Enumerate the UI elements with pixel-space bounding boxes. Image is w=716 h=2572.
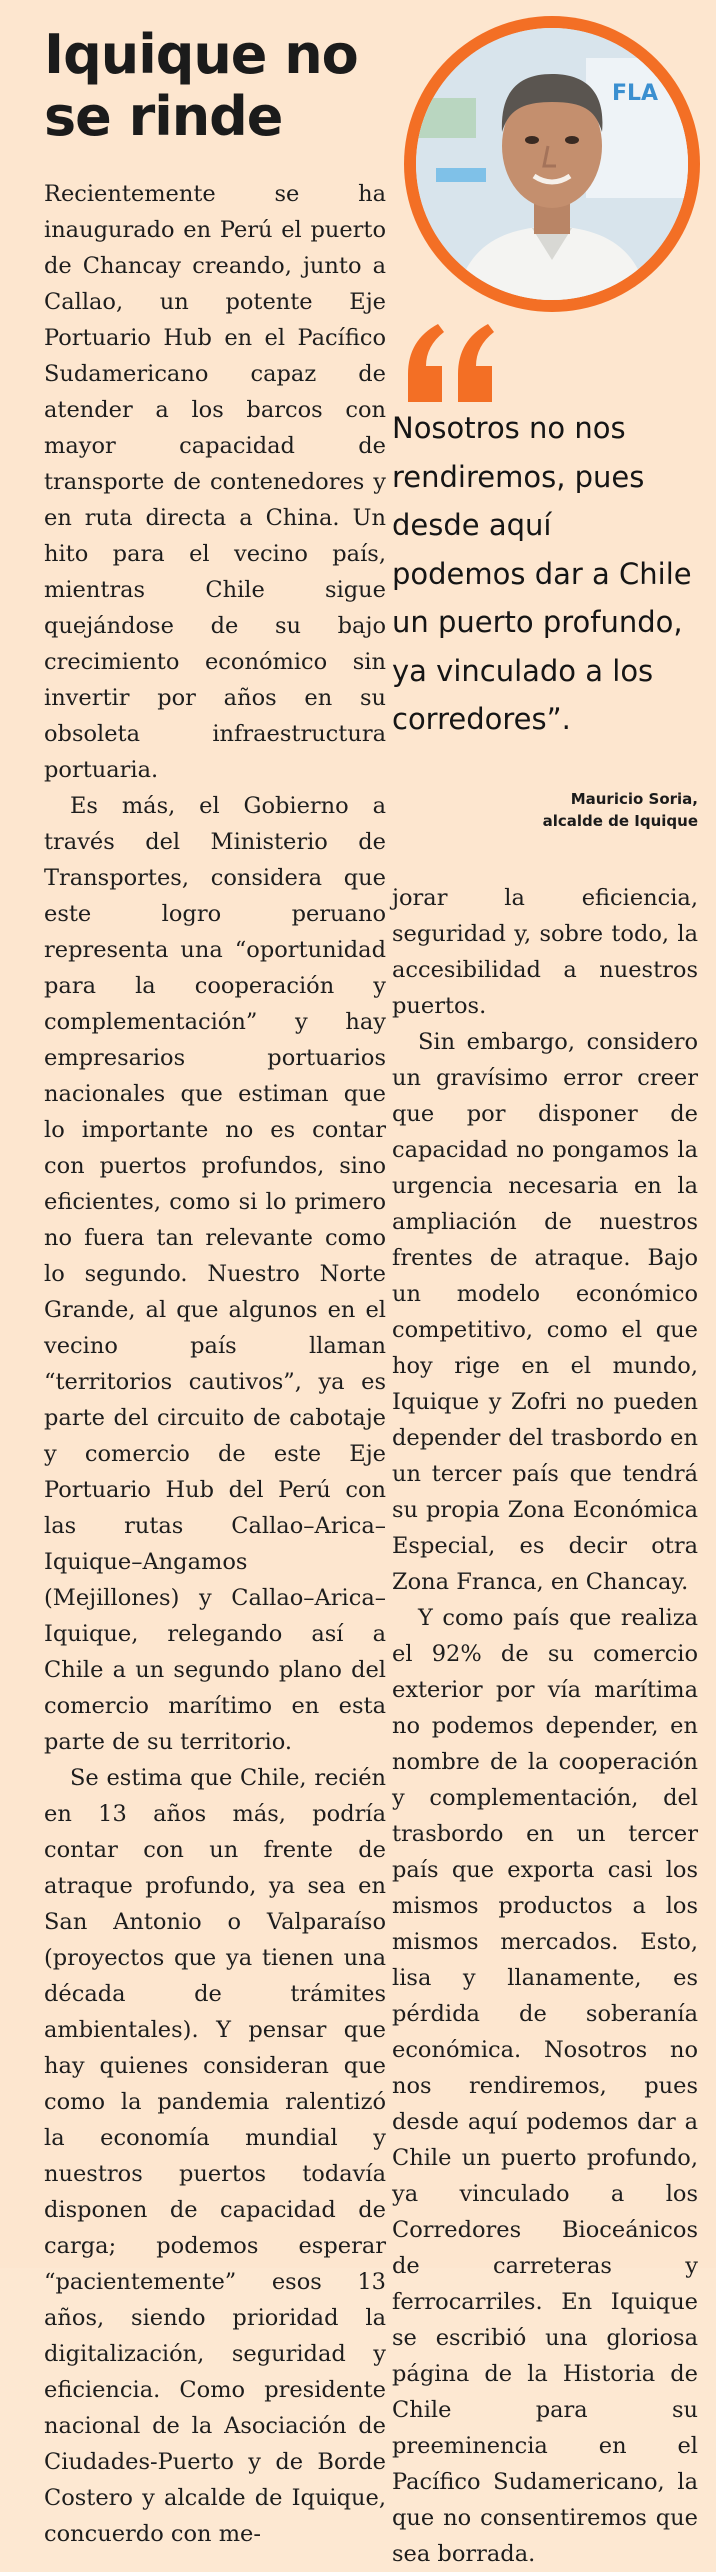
author-name: Mauricio Soria, [570,790,698,808]
paragraph: Se estima que Chile, recién en 13 años más, podría contar con un frente de atraque profundo, ya sea en San Antonio o Valparaíso (proyectos que ya tienen una década de trámites ambientales). Y pensar que hay quienes consideran que como la pandemia ralentizó la economía mundial y nuestros puertos todavía disponen de capacidad de carga; podemos esperar “pacientemente” esos 13 años, siendo prioridad la digitalización, seguridad y eficiencia. Como presidente nacional de la Asociación de Ciudades-Puerto y de Borde Costero y alcalde de Iquique, concuerdo con me- [44,1765,386,2547]
article-column-left [44,176,386,2552]
article-headline: Iquique no se rinde [44,23,358,148]
article-column-right [392,880,698,2572]
portrait-illustration [416,28,688,300]
svg-text:FLA: FLA [612,81,659,106]
paragraph: jorar la eficiencia, seguridad y, sobre todo, la accesibilidad a nuestros puertos. [392,885,698,1019]
pull-quote: Nosotros no nos rendiremos, pues desde aquí podemos dar a Chile un puerto profundo, ya vinculado a los corredores”. [392,411,692,736]
paragraph: Recientemente se ha inaugurado en Perú el puerto de Chancay creando, junto a Callao, un potente Eje Portuario Hub en el Pacífico Sudamericano capaz de atender a los barcos con mayor capacidad de transporte de contenedores y en ruta directa a China. Un hito para el vecino país, mientras Chile sigue quejándose de su bajo crecimiento económico sin invertir por años en su obsoleta infraestructura portuaria. [44,181,386,783]
quote-attribution [543,788,698,832]
paragraph: Y como país que realiza el 92% de su comercio exterior por vía marítima no podemos depender, en nombre de la cooperación y complementación, del trasbordo en un tercer país que exporta casi los mismos productos a los mismos mercados. Esto, lisa y llanamente, es pérdida de soberanía económica. Nosotros no nos rendiremos, pues desde aquí podemos dar a Chile un puerto profundo, ya vinculado a los Corredores Bioceánicos de carreteras y ferrocarriles. En Iquique se escribió una gloriosa página de la Historia de Chile para su preeminencia en el Pacífico Sudamericano, la que no consentiremos que sea borrada. [392,1605,698,2567]
paragraph: Es más, el Gobierno a través del Ministerio de Transportes, considera que este logro peruano representa una “oportunidad para la cooperación y complementación” y hay empresarios portuarios nacionales que estiman que lo importante no es contar con puertos profundos, sino eficientes, como si lo primero no fuera tan relevante como lo segundo. Nuestro Norte Grande, al que algunos en el vecino país llaman “territorios cautivos”, ya es parte del circuito de cabotaje y comercio de este Eje Portuario Hub del Perú con las rutas Callao–Arica–Iquique–Angamos (Mejillones) y Callao–Arica–Iquique, relegando así a Chile a un segundo plano del comercio marítimo en esta parte de su territorio. [44,793,386,1755]
paragraph: Sin embargo, considero un gravísimo error creer que por disponer de capacidad no pongamos la urgencia necesaria en la ampliación de nuestros frentes de atraque. Bajo un modelo económico competitivo, como el que hoy rige en el mundo, Iquique y Zofri no pueden depender del trasbordo en un tercer país que tendrá su propia Zona Económica Especial, es decir otra Zona Franca, en Chancay. [392,1029,698,1595]
author-portrait-frame [404,16,700,312]
opening-quote-mark-icon [398,318,508,408]
author-role: alcalde de Iquique [542,812,698,830]
author-portrait [416,28,688,300]
